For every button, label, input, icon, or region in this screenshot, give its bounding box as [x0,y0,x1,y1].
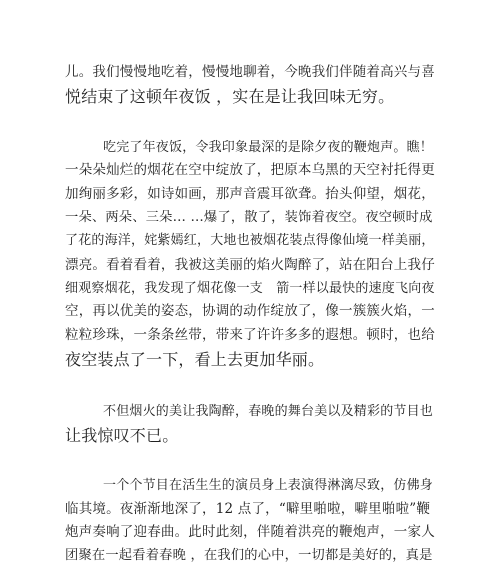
text-line: 不但烟火的美让我陶醉，春晚的舞台美以及精彩的节目也 [103,403,434,419]
text-line: 让我惊叹不已。 [65,425,179,445]
text-line: 空，再以优美的姿态，协调的动作绽放了，像一簇簇火焰，一 [65,302,435,319]
text-line: 粒粒珍珠，一条条丝带，带来了许许多多的遐想。顿时，也给 [65,327,435,343]
text-line: 炮声奏响了迎春曲。此时此刻，伴随着洪亮的鞭炮声，一家人 [65,523,435,540]
text-line: 儿。我们慢慢地吃着，慢慢地聊着，今晚我们伴随着高兴与喜 [65,64,435,80]
text-line: 一朵朵灿烂的烟花在空中绽放了，把原本乌黑的天空衬托得更 [65,162,435,178]
text-line: 漂亮。看着看着，我被这美丽的焰火陶醉了，站在阳台上我仔 [65,256,435,273]
text-line: 一个个节目在活生生的演员身上表演得淋漓尽致，仿佛身 [103,478,434,494]
text-line: 细观察烟花，我发现了烟花像一支 箭一样以最快的速度飞向夜 [65,280,435,296]
text-line: 一朵、两朵、三朵… …爆了，散了，装饰着夜空。夜空顿时成 [65,210,433,226]
text-line: 加绚丽多彩，如诗如画，那声音震耳欲聋。抬头仰望，烟花， [65,186,435,202]
text-line: 临其境。夜渐渐地深了，12 点了，“噼里啪啦，噼里啪啦”鞭 [65,500,431,517]
text-line: 团聚在一起看着春晚 ，在我们的心中，一切都是美好的，真是 [65,548,433,563]
text-line: 了花的海洋，姹紫嫣红，大地也被烟花装点得像仙境一样美丽， [65,233,435,249]
text-line: 悦结束了这顿年夜饭 ，实在是让我回味无穷。 [65,87,395,107]
text-line: 夜空装点了一下，看上去更加华丽。 [65,350,325,370]
text-line: 吃完了年夜饭，令我印象最深的是除夕夜的鞭炮声。瞧！ [103,139,434,155]
